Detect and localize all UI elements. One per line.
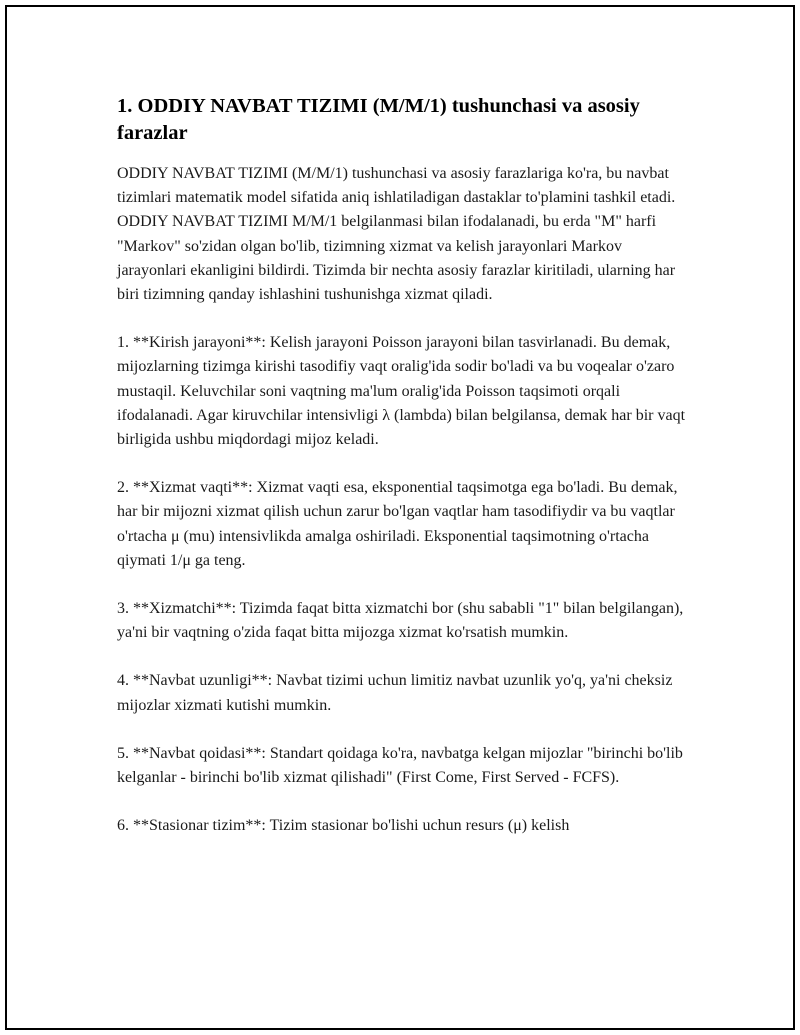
- intro-paragraph: ODDIY NAVBAT TIZIMI (M/M/1) tushunchasi va asosiy farazlariga ko'ra, bu navbat tizimlari matematik model sifatida aniq ishlatiladigan dastaklar to'plamini tashkil etadi. ODDIY NAVBAT TIZIMI M/M/1 belgilanmasi bilan ifodalanadi, bu erda "M" harfi "Markov" so'zidan olgan bo'lib, tizimning xizmat va kelish jarayonlari Markov jarayonlari ekanligini bildirdi. Tizimda bir nechta asosiy farazlar kiritiladi, ularning har biri tizimning qanday ishlashini tushunishga xizmat qiladi.: [117, 165, 676, 304]
- assumption-stationary-system: 6. **Stasionar tizim**: Tizim stasionar bo'lishi uchun resurs (μ) kelish: [117, 817, 570, 835]
- assumption-service-time: 2. **Xizmat vaqti**: Xizmat vaqti esa, eksponential taqsimotga ega bo'ladi. Bu demak, har bir mijozni xizmat qilish uchun zarur bo'lgan vaqtlar ham tasodifiydir va bu vaqtlar o'rtacha μ (mu) intensivlikda amalga oshiriladi. Eksponential taqsimotning o'rtacha qiymati 1/μ ga teng.: [117, 479, 678, 569]
- assumption-queue-length: 4. **Navbat uzunligi**: Navbat tizimi uchun limitiz navbat uzunlik yo'q, ya'ni cheksiz mijozlar xizmati kutishi mumkin.: [117, 672, 673, 714]
- document-body: [117, 93, 687, 862]
- section-heading: 1. ODDIY NAVBAT TIZIMI (M/M/1) tushunchasi va asosiy farazlar: [117, 95, 640, 144]
- assumption-server: 3. **Xizmatchi**: Tizimda faqat bitta xizmatchi bor (shu sababli "1" bilan belgilangan), ya'ni bir vaqtning o'zida faqat bitta mijozga xizmat ko'rsatish mumkin.: [117, 600, 684, 642]
- assumption-queue-discipline: 5. **Navbat qoidasi**: Standart qoidaga ko'ra, navbatga kelgan mijozlar "birinchi bo'lib kelganlar - birinchi bo'lib xizmat qilishadi" (First Come, First Served - FCFS).: [117, 744, 683, 787]
- assumption-input-process: 1. **Kirish jarayoni**: Kelish jarayoni Poisson jarayoni bilan tasvirlanadi. Bu demak, mijozlarning tizimga kirishi tasodifiy vaqt oralig'ida sodir bo'ladi va bu voqealar o'zaro mustaqil. Keluvchilar soni vaqtning ma'lum oralig'ida Poisson taqsimoti orqali ifodalanadi. Agar kiruvchilar intensivligi λ (lambda) bilan belgilansa, demak har bir vaqt birligida ushbu miqdordagi mijoz keladi.: [117, 334, 686, 449]
